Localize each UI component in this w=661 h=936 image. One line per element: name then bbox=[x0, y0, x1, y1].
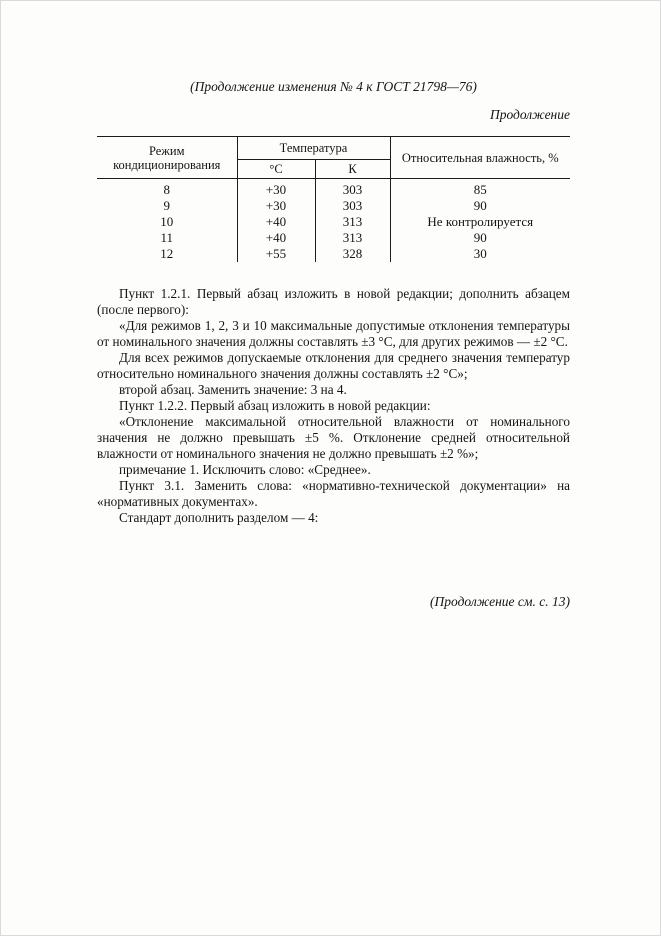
para-punkt-1-2-2: Пункт 1.2.2. Первый абзац изложить в новой редакции: bbox=[119, 398, 431, 413]
cell-celsius: +30 bbox=[237, 179, 315, 199]
para-punkt-1-2-1: Пункт 1.2.1. Первый абзац изложить в новой редакции; дополнить абзацем (после первого): bbox=[97, 286, 570, 317]
cell-mode: 8 bbox=[97, 179, 237, 199]
cell-mode: 12 bbox=[97, 246, 237, 262]
cell-celsius: +40 bbox=[237, 230, 315, 246]
cell-kelvin: 313 bbox=[315, 214, 390, 230]
cell-celsius: +30 bbox=[237, 198, 315, 214]
amendment-text-block bbox=[97, 286, 570, 526]
cell-mode: 11 bbox=[97, 230, 237, 246]
para-punkt-3-1: Пункт 3.1. Заменить слова: «нормативно-технической документации» на «нормативных документах». bbox=[97, 478, 570, 509]
table-header-row-1 bbox=[97, 137, 570, 160]
col-header-humidity: Относительная влажность, % bbox=[390, 137, 570, 179]
cell-kelvin: 313 bbox=[315, 230, 390, 246]
col-header-mode: Режим кондиционирования bbox=[97, 137, 237, 179]
conditioning-modes-table bbox=[97, 136, 570, 262]
cell-kelvin: 303 bbox=[315, 179, 390, 199]
cell-humidity: Не контролируется bbox=[427, 214, 534, 229]
table-row bbox=[97, 230, 570, 246]
para-humidity-deviation: «Отклонение максимальной относительной влажности от номинального значения не должно превышать ±5 %. Отклонение средней относительной влажности от номинального значения не должно превышать ±2 %»; bbox=[97, 414, 570, 461]
para-standard-section-4: Стандарт дополнить разделом — 4: bbox=[119, 510, 319, 525]
table-row bbox=[97, 246, 570, 262]
cell-mode: 9 bbox=[97, 198, 237, 214]
col-header-celsius: °С bbox=[237, 159, 315, 178]
cell-humidity: 30 bbox=[473, 246, 487, 261]
cell-kelvin: 303 bbox=[315, 198, 390, 214]
para-modes-deviation: «Для режимов 1, 2, 3 и 10 максимальные допустимые отклонения температуры от номинального значения должны составлять ±3 °С, для других режимов — ±2 °С. bbox=[97, 318, 570, 349]
table-row bbox=[97, 179, 570, 199]
para-primechanie-1: примечание 1. Исключить слово: «Среднее». bbox=[119, 462, 371, 477]
page-header-note: (Продолжение изменения № 4 к ГОСТ 21798—76) bbox=[190, 79, 477, 94]
para-mean-temperature-deviation: Для всех режимов допускаемые отклонения для среднего значения температур относительно номинального значения должны составлять ±2 °С»; bbox=[97, 350, 570, 381]
cell-celsius: +40 bbox=[237, 214, 315, 230]
cell-mode: 10 bbox=[97, 214, 237, 230]
cell-humidity: 85 bbox=[473, 182, 487, 197]
table-row bbox=[97, 214, 570, 230]
para-second-abzats: второй абзац. Заменить значение: 3 на 4. bbox=[119, 382, 347, 397]
cell-humidity: 90 bbox=[473, 198, 487, 213]
continuation-label: Продолжение bbox=[489, 107, 570, 122]
cell-celsius: +55 bbox=[237, 246, 315, 262]
cell-humidity: 90 bbox=[473, 230, 487, 245]
footer-continuation-note: (Продолжение см. с. 13) bbox=[430, 594, 570, 609]
cell-kelvin: 328 bbox=[315, 246, 390, 262]
col-header-temperature: Температура bbox=[237, 137, 390, 160]
table-row bbox=[97, 198, 570, 214]
col-header-kelvin: К bbox=[315, 159, 390, 178]
